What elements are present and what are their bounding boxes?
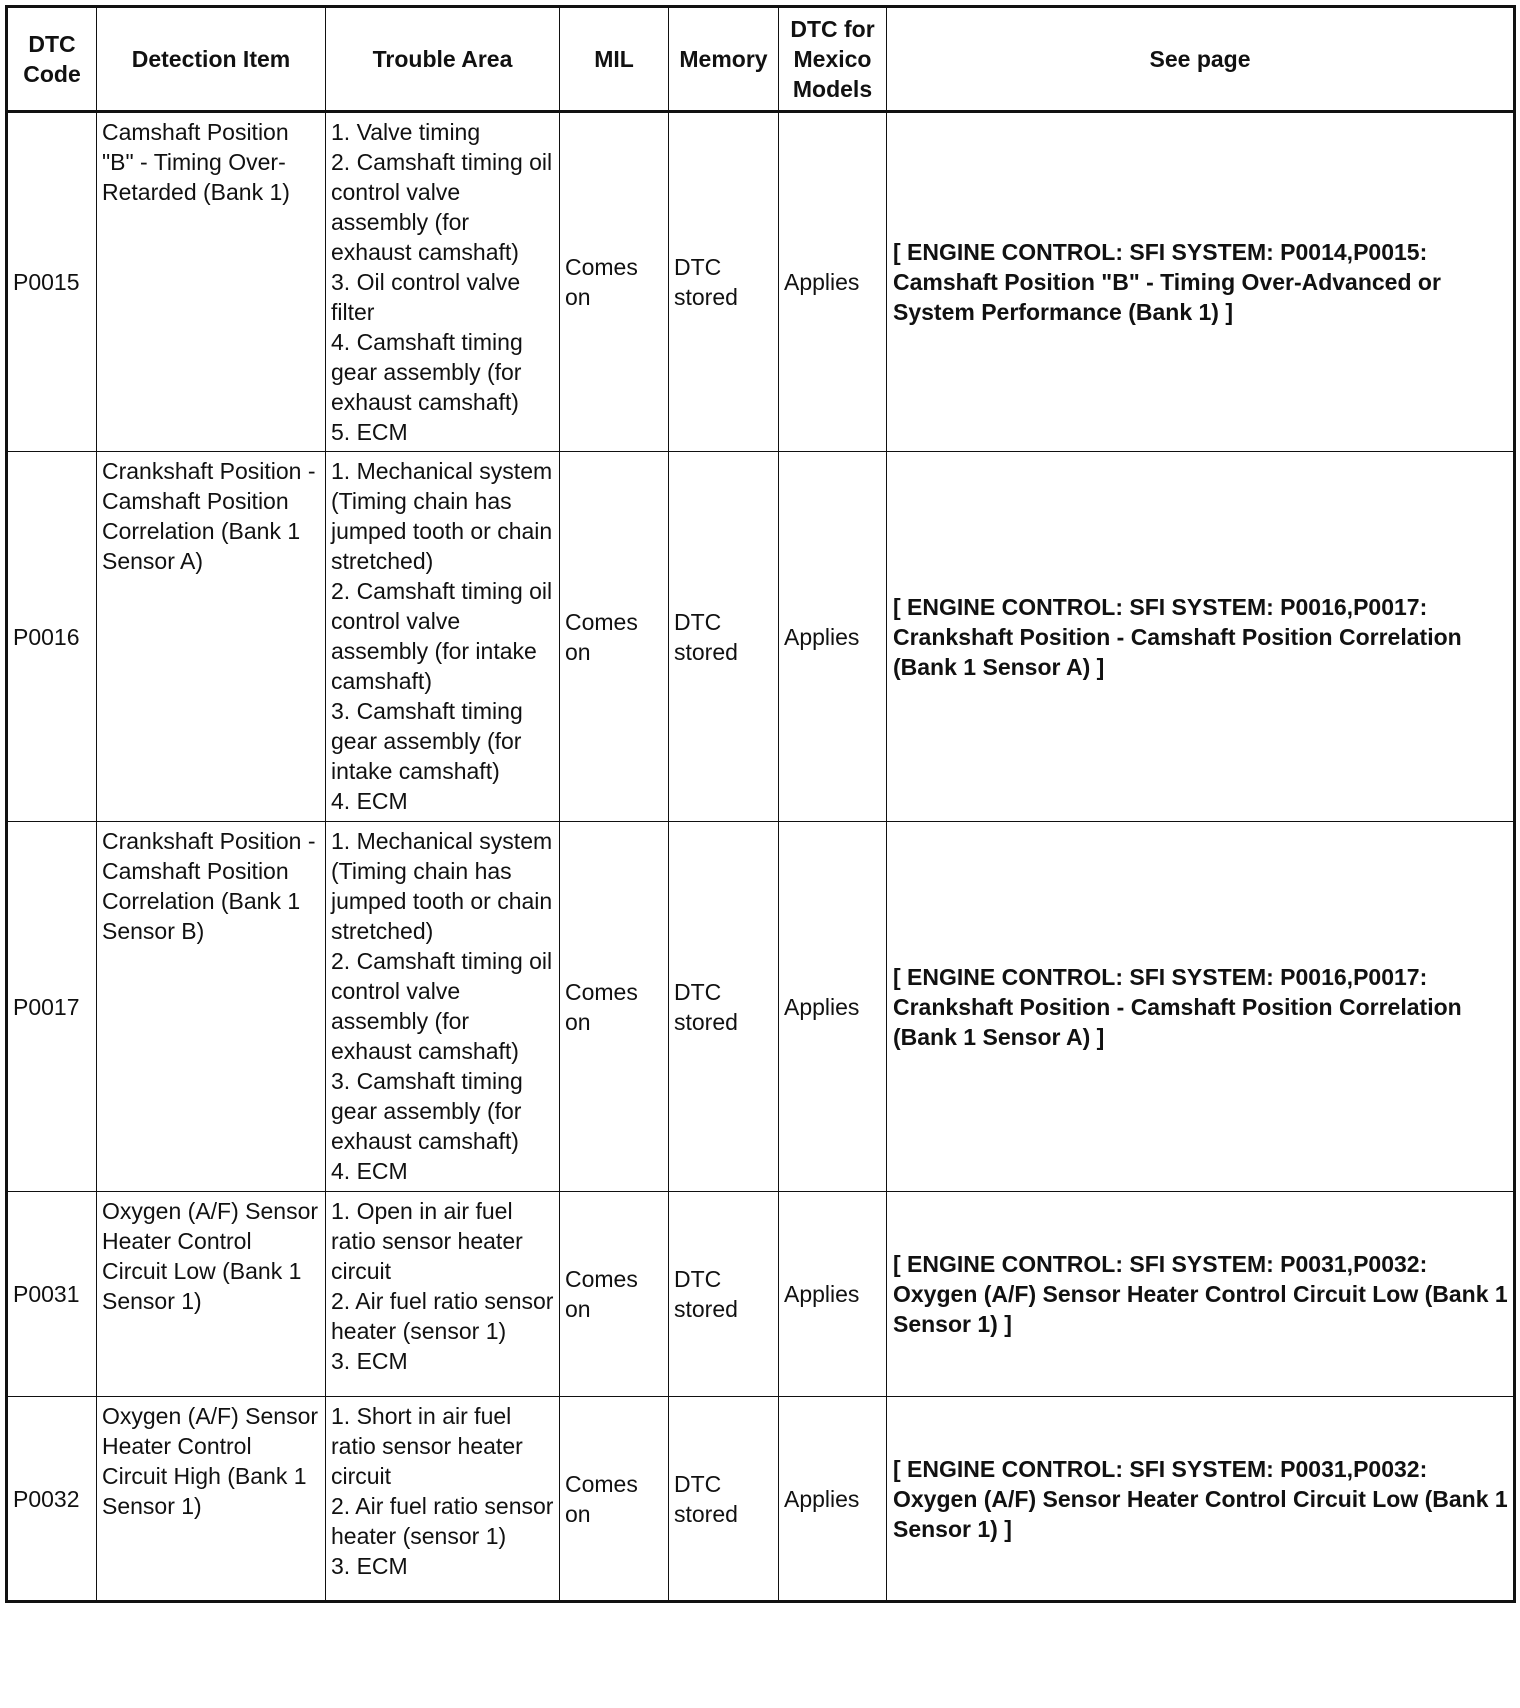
memory-cell: DTC stored — [669, 1192, 779, 1397]
table-row — [7, 822, 1515, 1192]
trouble-area-cell — [326, 452, 560, 822]
trouble-area-line: 2. Camshaft timing oil control valve assembly (for exhaust camshaft) — [331, 948, 553, 1064]
table-row — [7, 452, 1515, 822]
dtc-code-cell: P0015 — [7, 112, 97, 452]
trouble-area-cell — [326, 1192, 560, 1397]
see-page-link: [ ENGINE CONTROL: SFI SYSTEM: P0014,P0015: Camshaft Position "B" - Timing Over-Advanced or System Performance (Bank 1) ] — [887, 112, 1515, 452]
detection-item-cell: Crankshaft Position - Camshaft Position Correlation (Bank 1 Sensor A) — [97, 452, 326, 822]
header-memory: Memory — [669, 7, 779, 112]
memory-cell: DTC stored — [669, 112, 779, 452]
see-page-link: [ ENGINE CONTROL: SFI SYSTEM: P0016,P0017: Crankshaft Position - Camshaft Position Correlation (Bank 1 Sensor A) ] — [887, 822, 1515, 1192]
dtc-table — [5, 5, 1516, 1603]
header-trouble-area: Trouble Area — [326, 7, 560, 112]
trouble-area-line: 2. Air fuel ratio sensor heater (sensor 1) — [331, 1493, 554, 1549]
trouble-area-cell — [326, 1397, 560, 1602]
header-dtc-code: DTC Code — [7, 7, 97, 112]
mexico-models-cell: Applies — [779, 822, 887, 1192]
trouble-area-cell — [326, 822, 560, 1192]
dtc-code-cell: P0016 — [7, 452, 97, 822]
table-row — [7, 1397, 1515, 1602]
trouble-area-line: 3. Camshaft timing gear assembly (for intake camshaft) — [331, 698, 523, 784]
trouble-area-line: 1. Short in air fuel ratio sensor heater circuit — [331, 1403, 523, 1489]
table-header — [7, 7, 1515, 112]
table-row — [7, 1192, 1515, 1397]
mexico-models-cell: Applies — [779, 112, 887, 452]
trouble-area-line: 2. Camshaft timing oil control valve assembly (for intake camshaft) — [331, 578, 553, 694]
trouble-area-line: 1. Mechanical system (Timing chain has jumped tooth or chain stretched) — [331, 458, 553, 574]
detection-item-cell: Camshaft Position "B" - Timing Over-Retarded (Bank 1) — [97, 112, 326, 452]
see-page-link: [ ENGINE CONTROL: SFI SYSTEM: P0031,P0032: Oxygen (A/F) Sensor Heater Control Circuit Low (Bank 1 Sensor 1) ] — [887, 1397, 1515, 1602]
see-page-link: [ ENGINE CONTROL: SFI SYSTEM: P0031,P0032: Oxygen (A/F) Sensor Heater Control Circuit Low (Bank 1 Sensor 1) ] — [887, 1192, 1515, 1397]
table-row — [7, 112, 1515, 452]
memory-cell: DTC stored — [669, 452, 779, 822]
trouble-area-line: 4. Camshaft timing gear assembly (for exhaust camshaft) — [331, 329, 523, 415]
trouble-area-line: 3. Camshaft timing gear assembly (for exhaust camshaft) — [331, 1068, 523, 1154]
mexico-models-cell: Applies — [779, 1397, 887, 1602]
mil-cell: Comes on — [560, 1397, 669, 1602]
header-see-page: See page — [887, 7, 1515, 112]
mil-cell: Comes on — [560, 1192, 669, 1397]
mexico-models-cell: Applies — [779, 452, 887, 822]
dtc-code-cell: P0032 — [7, 1397, 97, 1602]
trouble-area-line: 5. ECM — [331, 419, 408, 445]
header-mil: MIL — [560, 7, 669, 112]
trouble-area-line: 3. ECM — [331, 1553, 408, 1579]
trouble-area-cell — [326, 112, 560, 452]
trouble-area-line: 1. Valve timing — [331, 119, 481, 145]
header-detection-item: Detection Item — [97, 7, 326, 112]
trouble-area-line: 3. Oil control valve filter — [331, 269, 521, 325]
trouble-area-line: 3. ECM — [331, 1348, 408, 1374]
detection-item-cell: Oxygen (A/F) Sensor Heater Control Circuit High (Bank 1 Sensor 1) — [97, 1397, 326, 1602]
trouble-area-line: 2. Camshaft timing oil control valve assembly (for exhaust camshaft) — [331, 149, 553, 265]
table-body — [7, 112, 1515, 1602]
header-mexico-models: DTC for Mexico Models — [779, 7, 887, 112]
mil-cell: Comes on — [560, 112, 669, 452]
memory-cell: DTC stored — [669, 1397, 779, 1602]
mil-cell: Comes on — [560, 822, 669, 1192]
mexico-models-cell: Applies — [779, 1192, 887, 1397]
trouble-area-line: 4. ECM — [331, 1158, 408, 1184]
detection-item-cell: Oxygen (A/F) Sensor Heater Control Circuit Low (Bank 1 Sensor 1) — [97, 1192, 326, 1397]
dtc-code-cell: P0017 — [7, 822, 97, 1192]
see-page-link: [ ENGINE CONTROL: SFI SYSTEM: P0016,P0017: Crankshaft Position - Camshaft Position Correlation (Bank 1 Sensor A) ] — [887, 452, 1515, 822]
trouble-area-line: 4. ECM — [331, 788, 408, 814]
trouble-area-line: 1. Open in air fuel ratio sensor heater circuit — [331, 1198, 523, 1284]
mil-cell: Comes on — [560, 452, 669, 822]
trouble-area-line: 2. Air fuel ratio sensor heater (sensor 1) — [331, 1288, 554, 1344]
dtc-code-cell: P0031 — [7, 1192, 97, 1397]
detection-item-cell: Crankshaft Position - Camshaft Position Correlation (Bank 1 Sensor B) — [97, 822, 326, 1192]
memory-cell: DTC stored — [669, 822, 779, 1192]
header-row — [7, 7, 1515, 112]
trouble-area-line: 1. Mechanical system (Timing chain has jumped tooth or chain stretched) — [331, 828, 553, 944]
